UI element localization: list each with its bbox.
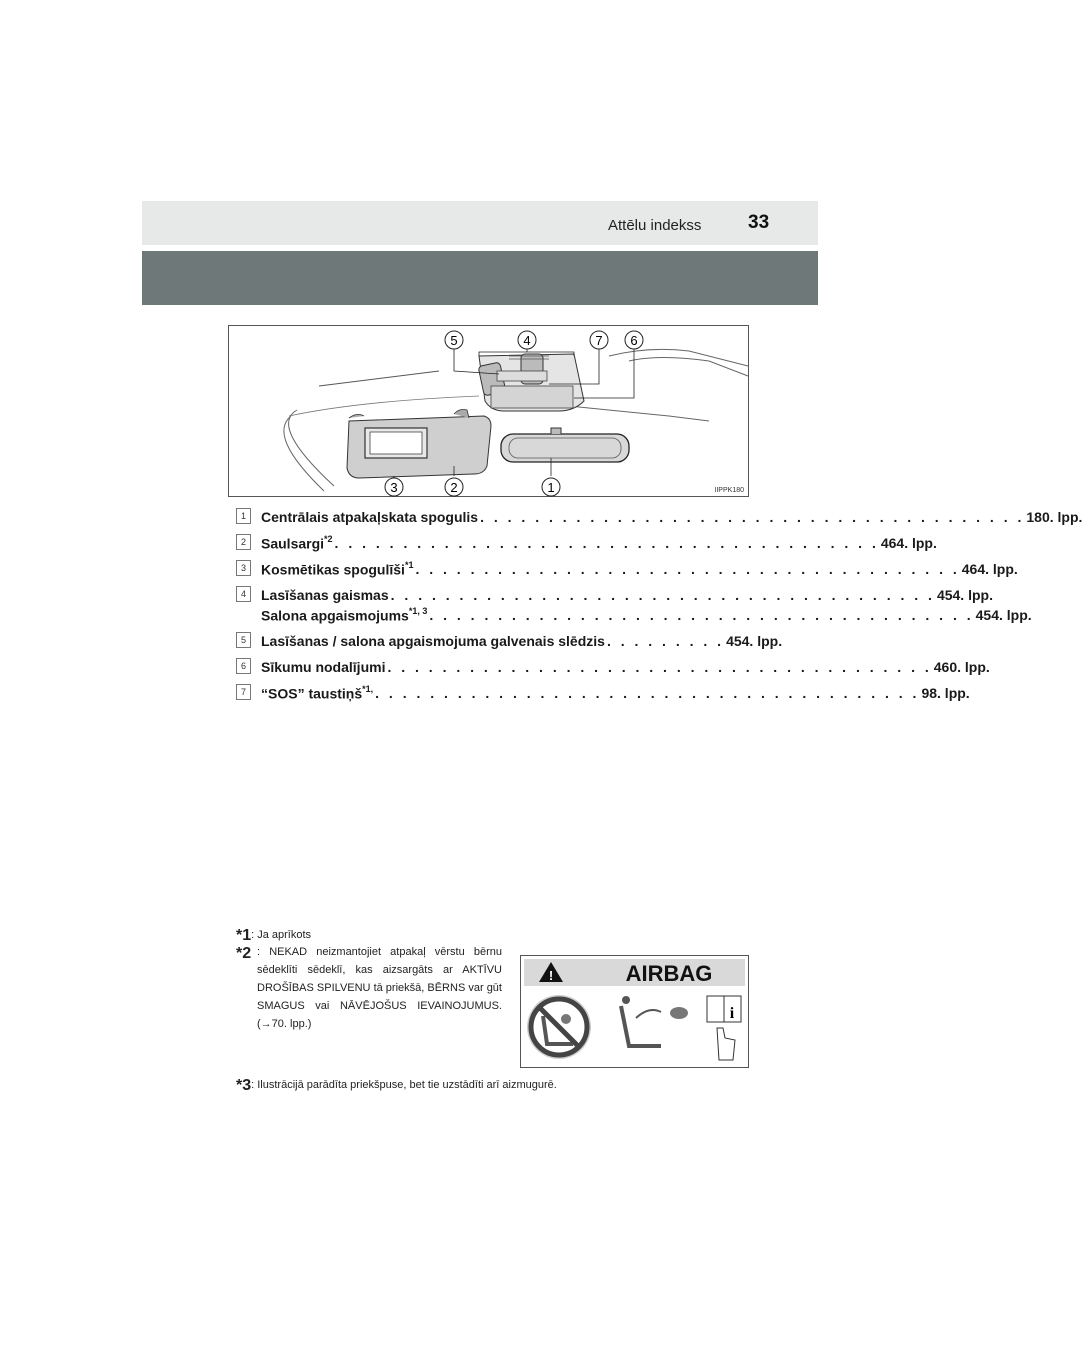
item-footnote-mark: *1, xyxy=(362,684,374,694)
item-number: 6 xyxy=(236,658,251,674)
page-number: 33 xyxy=(748,212,770,233)
overhead-console-illustration xyxy=(228,325,749,497)
illustration-svg xyxy=(229,326,748,496)
airbag-warning-label xyxy=(520,955,749,1068)
exclaim-icon: ! xyxy=(548,968,554,983)
item-page: 98. lpp. xyxy=(921,685,970,701)
svg-text:2: 2 xyxy=(450,480,458,495)
item-footnote-mark: *1, 3 xyxy=(408,606,428,616)
list-item: 3 Kosmētikas spogulīši$^{*1}$ . . . . . . . . . . . . . . . . . . . . . . . . . . . . . . . . . . . . . . . . 464. lpp. xyxy=(236,559,722,585)
list-item: 5 Lasīšanas / salona apgaismojuma galvenais slēdzis . . . . . . . . . 454. lpp. xyxy=(236,631,722,657)
footnote-1: *1: Ja aprīkots xyxy=(236,927,312,944)
item-label: Lasīšanas / salona apgaismojuma galvenais slēdzis xyxy=(261,633,605,649)
seat-airbag-icon xyxy=(621,996,688,1046)
item-footnote-mark: *1 xyxy=(404,560,414,570)
item-page: 454. lpp. xyxy=(726,633,783,649)
item-label: Lasīšanas gaismas xyxy=(261,587,389,603)
list-item: 2 Saulsargi$^{*2}$ . . . . . . . . . . . . . . . . . . . . . . . . . . . . . . . . . . . . . . . . 464. lpp. xyxy=(236,533,722,559)
figure-code: IIPPK180 xyxy=(714,487,744,494)
item-number: 2 xyxy=(236,534,251,550)
no-child-seat-icon xyxy=(527,995,591,1059)
airbag-label-svg xyxy=(521,956,748,1067)
svg-text:4: 4 xyxy=(523,333,531,348)
item-page: 460. lpp. xyxy=(933,659,990,675)
footnote-2: *2 : NEKAD neizmantojiet atpakaļ vērstu bērnu sēdeklīti sēdeklī, kas aizsargāts ar AKTĪVU DROŠĪBAS SPILVENU tā priekšā, BĒRNS var gūt SMAGUS vai NĀVĒJOŠUS IEVAINOJUMUS. (→70. lpp.) xyxy=(236,945,502,1030)
item-page: 454. lpp. xyxy=(975,607,1032,623)
item-page: 454. lpp. xyxy=(936,587,993,603)
header-band xyxy=(142,251,818,305)
item-number: 4 xyxy=(236,586,251,602)
list-item: Salona apgaismojums$^{*1, 3}$ . . . . . . . . . . . . . . . . . . . . . . . . . . . . . . . . . . . . . . . . 454. lpp. xyxy=(261,606,1032,624)
callout-2 xyxy=(445,478,463,496)
svg-text:3: 3 xyxy=(390,480,398,495)
callout-6 xyxy=(625,331,643,349)
item-label: Sīkumu nodalījumi xyxy=(261,659,386,675)
item-number: 5 xyxy=(236,632,251,648)
footnote-3: *3: Ilustrācijā parādīta priekšpuse, bet tie uzstādīti arī aizmugurē. xyxy=(236,1077,557,1094)
item-label: Kosmētikas spogulīši xyxy=(261,561,405,578)
item-label: Centrālais atpakaļskata spogulis xyxy=(261,509,479,525)
callout-7 xyxy=(590,331,608,349)
page-title: Attēlu indekss xyxy=(608,217,702,234)
callout-3 xyxy=(385,478,403,496)
list-item: 4 Lasīšanas gaismas . . . . . . . . . . . . . . . . . . . . . . . . . . . . . . . . . . . . . . . . 454. lpp. xyxy=(236,585,722,605)
item-page: 464. lpp. xyxy=(961,561,1018,577)
item-label: “SOS” taustiņš xyxy=(261,685,363,702)
item-page: 464. lpp. xyxy=(880,535,937,551)
manual-icon xyxy=(707,996,741,1060)
svg-text:1: 1 xyxy=(547,480,555,495)
item-number: 3 xyxy=(236,560,251,576)
callout-5 xyxy=(445,331,463,349)
svg-text:7: 7 xyxy=(595,333,603,348)
item-label: Salona apgaismojums xyxy=(261,607,409,624)
item-page: 180. lpp. xyxy=(1026,509,1082,525)
svg-text:6: 6 xyxy=(630,333,638,348)
item-label: Saulsargi xyxy=(261,535,325,552)
item-list xyxy=(236,507,1082,709)
list-item: 7 “SOS” taustiņš$^{*1,}$ . . . . . . . . . . . . . . . . . . . . . . . . . . . . . . . . . . . . . . . . 98. lpp. xyxy=(236,683,722,709)
info-icon: i xyxy=(729,1005,735,1022)
header-top-bar xyxy=(142,201,818,245)
item-number: 7 xyxy=(236,684,251,700)
callout-4 xyxy=(518,331,536,349)
list-item: 1 Centrālais atpakaļskata spogulis . . . . . . . . . . . . . . . . . . . . . . . . . . . . . . . . . . . . . . . . 180. lpp. xyxy=(236,507,722,533)
airbag-text: AIRBAG xyxy=(625,961,713,986)
list-item: 6 Sīkumu nodalījumi . . . . . . . . . . . . . . . . . . . . . . . . . . . . . . . . . . . . . . . . 460. lpp. xyxy=(236,657,722,683)
item-number: 1 xyxy=(236,508,251,524)
item-footnote-mark: *2 xyxy=(324,534,333,544)
svg-text:5: 5 xyxy=(450,333,458,348)
callout-1 xyxy=(542,478,560,496)
